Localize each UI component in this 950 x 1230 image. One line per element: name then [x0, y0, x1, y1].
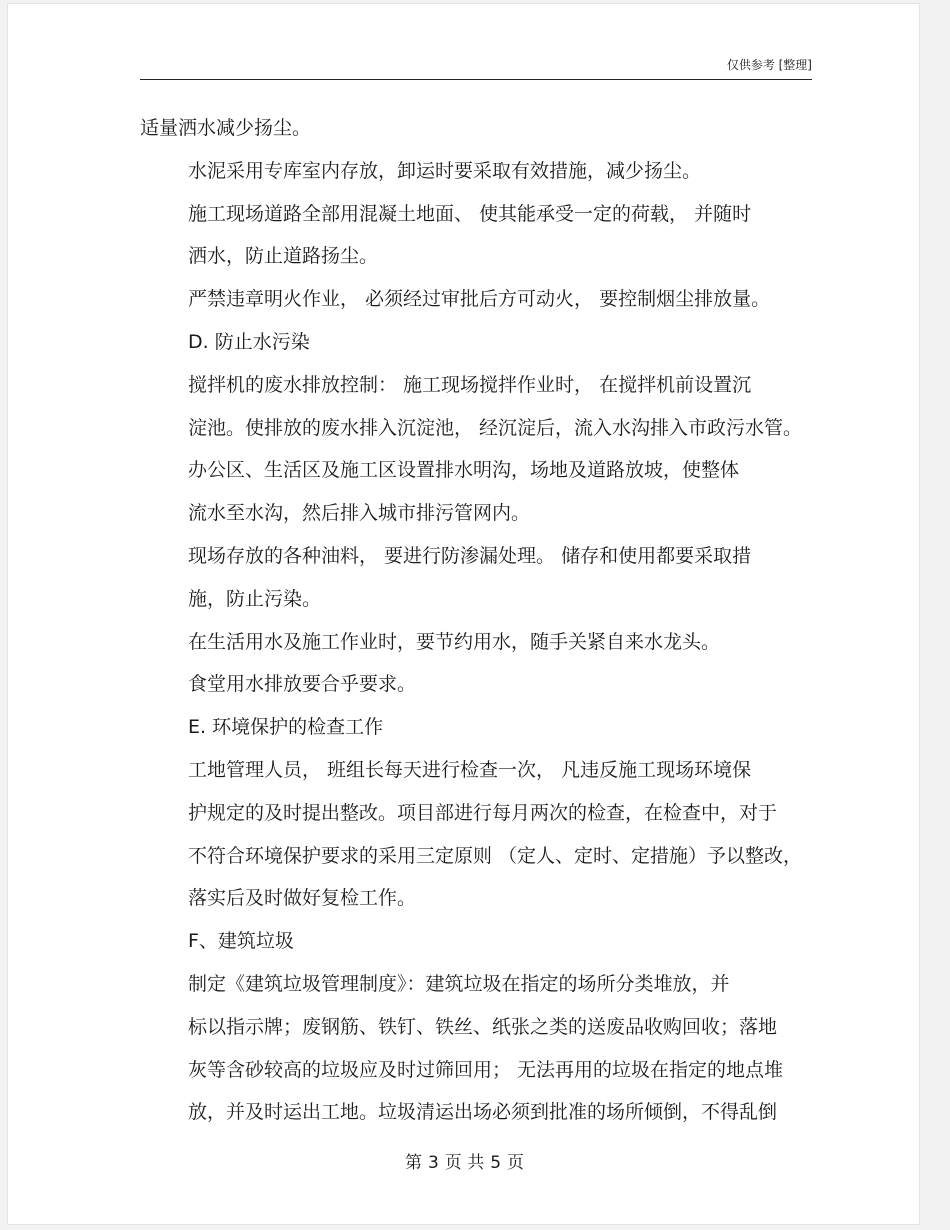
- paragraph: [140, 749, 812, 920]
- text-line: D. 防止水污染: [188, 330, 310, 353]
- footer-suffix: 页: [507, 1153, 525, 1173]
- text-line: 现场存放的各种油料， 要进行防渗漏处理。 储存和使用都要采取措: [188, 544, 752, 567]
- paragraph: [140, 150, 812, 193]
- text-line: 护规定的及时提出整改。项目部进行每月两次的检查，在检查中，对于: [188, 801, 778, 824]
- text-line: E. 环境保护的检查工作: [188, 716, 384, 739]
- footer-page-number: 3: [427, 1153, 439, 1173]
- page-header: [140, 55, 812, 80]
- text-line: 在生活用水及施工作业时，要节约用水，随手关紧自来水龙头。: [188, 630, 721, 653]
- paragraph: [140, 706, 812, 749]
- text-line: 食堂用水排放要合乎要求。: [188, 673, 417, 696]
- footer-prefix: 第: [404, 1153, 422, 1173]
- document-body: [140, 107, 812, 1134]
- text-line: 水泥采用专库室内存放，卸运时要采取有效措施，减少扬尘。: [188, 159, 702, 182]
- page-footer: [8, 1148, 921, 1173]
- paragraph: [140, 621, 812, 664]
- text-line: 办公区、生活区及施工区设置排水明沟，场地及道路放坡，使整体: [188, 459, 740, 482]
- text-line: 严禁违章明火作业， 必须经过审批后方可动火， 要控制烟尘排放量。: [188, 288, 771, 311]
- text-line: 工地管理人员， 班组长每天进行检查一次， 凡违反施工现场环境保: [188, 758, 752, 781]
- paragraph: [140, 321, 812, 364]
- text-line: 搅拌机的废水排放控制： 施工现场搅拌作业时， 在搅拌机前设置沉: [188, 373, 752, 396]
- text-line: 适量洒水减少扬尘。: [140, 117, 312, 139]
- paragraph: [140, 364, 812, 450]
- text-line: 施，防止污染。: [188, 587, 322, 610]
- paragraph: [140, 193, 812, 279]
- paragraph: [140, 963, 812, 1134]
- text-line: 不符合环境保护要求的采用三定原则 （定人、定时、定措施）予以整改，: [188, 844, 803, 867]
- text-line: 落实后及时做好复检工作。: [188, 887, 417, 910]
- text-line: 标以指示牌；废钢筋、铁钉、铁丝、纸张之类的送废品收购回收；落地: [188, 1015, 778, 1038]
- document-page: [7, 3, 920, 1225]
- footer-mid: 页 共: [444, 1153, 485, 1173]
- text-line: 流水至水沟，然后排入城市排污管网内。: [188, 502, 531, 525]
- text-line: 淀池。使排放的废水排入沉淀池， 经沉淀后，流入水沟排入市政污水管。: [188, 416, 803, 439]
- footer-total-pages: 5: [490, 1153, 502, 1173]
- paragraph: [140, 107, 812, 150]
- text-line: 施工现场道路全部用混凝土地面、 使其能承受一定的荷载， 并随时: [188, 202, 752, 225]
- header-text: 仅供参考 [整理]: [726, 58, 812, 72]
- paragraph: [140, 278, 812, 321]
- paragraph: [140, 535, 812, 621]
- text-line: 制定《建筑垃圾管理制度》：建筑垃圾在指定的场所分类堆放，并: [188, 972, 730, 995]
- text-line: F、建筑垃圾: [188, 930, 294, 953]
- text-line: 洒水，防止道路扬尘。: [188, 245, 379, 268]
- paragraph: [140, 663, 812, 706]
- text-line: 放，并及时运出工地。垃圾清运出场必须到批准的场所倾倒，不得乱倒: [188, 1101, 778, 1124]
- paragraph: [140, 449, 812, 535]
- paragraph: [140, 920, 812, 963]
- text-line: 灰等含砂较高的垃圾应及时过筛回用； 无法再用的垃圾在指定的地点堆: [188, 1058, 784, 1081]
